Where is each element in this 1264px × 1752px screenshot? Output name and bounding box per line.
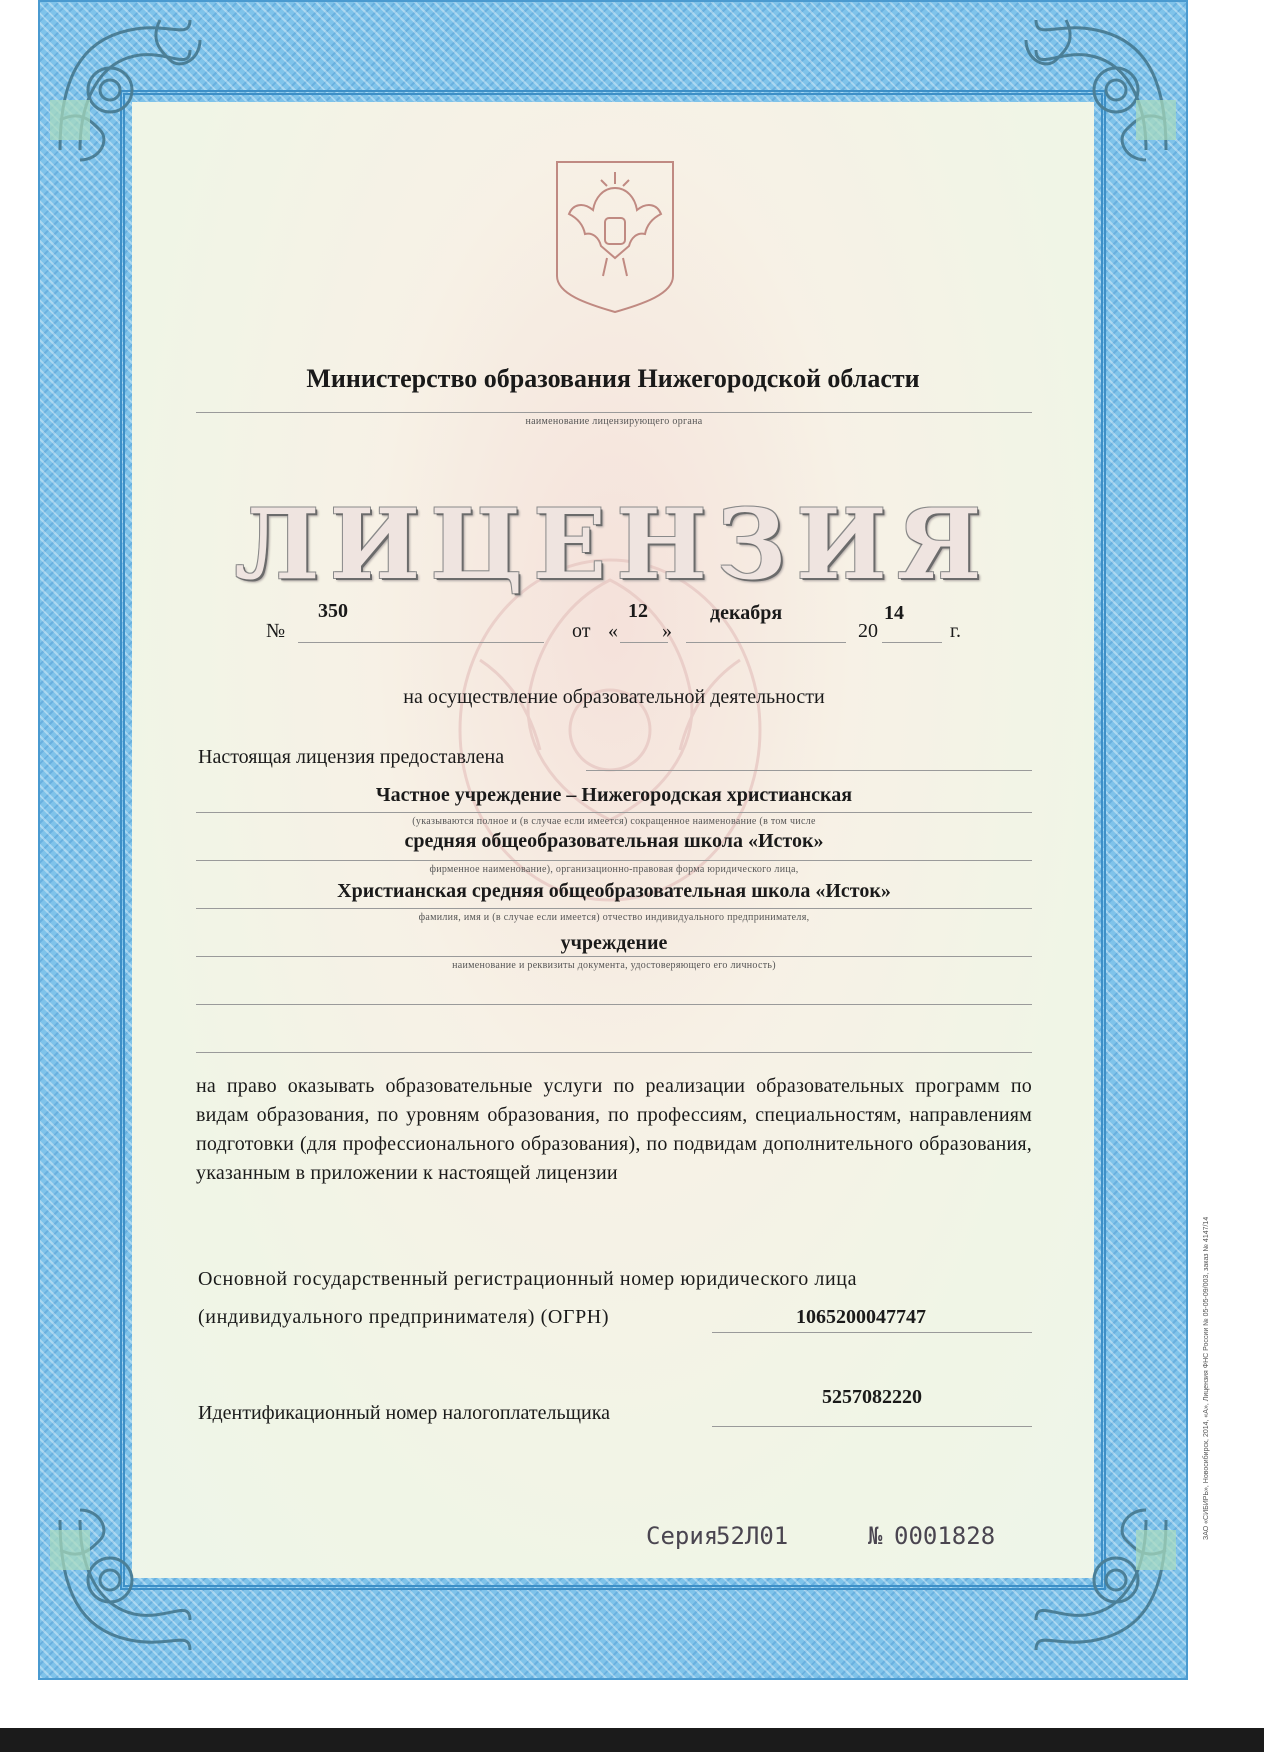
number-line: [298, 642, 544, 643]
licensing-authority: Министерство образования Нижегородской области: [306, 364, 920, 393]
activity-text: на осуществление образовательной деятельности: [403, 686, 825, 708]
date-month: декабря: [710, 602, 783, 624]
coat-of-arms-icon: [553, 158, 677, 314]
year-line: [882, 642, 942, 643]
date-year-prefix: 20: [858, 620, 878, 642]
holder-caption-1: (указываются полное и (в случае если имеется) сокращенное наименование (в том числе: [412, 816, 816, 827]
granted-to-label: Настоящая лицензия предоставлена: [198, 746, 505, 768]
rights-paragraph: на право оказывать образовательные услуги по реализации образовательных программ по видам образования, по уровням образования, по профессиям, специальностям, направлениям подготовки (для профессионального образования), по подвидам дополнительного образования, указанным в приложении к настоящей лицензии: [196, 1075, 1032, 1184]
ogrn-value: 1065200047747: [796, 1306, 926, 1328]
blank-rule-1: [196, 1004, 1032, 1005]
holder-rule-4: [196, 956, 1032, 957]
license-number: 350: [318, 600, 348, 622]
holder-rule-2: [196, 860, 1032, 861]
number-prefix: №: [266, 620, 286, 642]
holder-rule-1: [196, 812, 1032, 813]
form-number: 0001828: [894, 1522, 996, 1550]
printer-imprint: [1198, 1120, 1212, 1540]
authority-caption: наименование лицензирующего органа: [525, 416, 703, 427]
series-value: 52Л01: [716, 1522, 789, 1550]
document-title: ЛИЦЕНЗИЯ: [234, 488, 992, 601]
day-line: [620, 642, 668, 643]
inn-label: Идентификационный номер налогоплательщика: [198, 1402, 611, 1424]
date-year-suffix: 14: [884, 602, 904, 624]
series-label: Серия: [646, 1522, 719, 1550]
date-from-label: от: [572, 620, 591, 642]
printer-imprint-text: ЗАО «СИБИРЬ», Новосибирск, 2014, «А», Лицензия ФНС России № 05-05-09/003, заказ № 4147/14: [1203, 1216, 1210, 1540]
corner-ornament-icon: [1016, 0, 1186, 170]
authority-line: [196, 412, 1032, 413]
form-number-prefix: №: [868, 1522, 883, 1550]
ogrn-label-line-1: Основной государственный регистрационный номер юридического лица: [198, 1268, 858, 1290]
holder-line-3: Христианская средняя общеобразовательная школа «Исток»: [337, 880, 891, 902]
date-quote-open: «: [608, 620, 618, 642]
holder-rule-3: [196, 908, 1032, 909]
ogrn-line: [712, 1332, 1032, 1333]
inn-line: [712, 1426, 1032, 1427]
date-quote-close: »: [662, 620, 672, 642]
month-line: [686, 642, 846, 643]
inn-value: 5257082220: [822, 1386, 922, 1408]
corner-ornament-icon: [40, 0, 210, 170]
holder-line-2: средняя общеобразовательная школа «Исток»: [404, 830, 824, 852]
blank-rule-2: [196, 1052, 1032, 1053]
holder-line-4: учреждение: [560, 932, 668, 954]
scan-edge: [0, 1728, 1264, 1752]
ogrn-label-line-2: (индивидуального предпринимателя) (ОГРН): [198, 1306, 610, 1328]
date-year-unit: г.: [950, 620, 961, 642]
holder-caption-3: фамилия, имя и (в случае если имеется) отчество индивидуального предпринимателя,: [418, 912, 810, 923]
corner-ornament-icon: [40, 1500, 210, 1670]
date-day: 12: [628, 600, 648, 622]
granted-line: [586, 770, 1032, 771]
holder-caption-4: наименование и реквизиты документа, удостоверяющего его личность): [452, 960, 776, 971]
holder-caption-2: фирменное наименование), организационно-правовая форма юридического лица,: [429, 864, 799, 875]
holder-line-1: Частное учреждение – Нижегородская христианская: [375, 784, 853, 806]
corner-ornament-icon: [1016, 1500, 1186, 1670]
